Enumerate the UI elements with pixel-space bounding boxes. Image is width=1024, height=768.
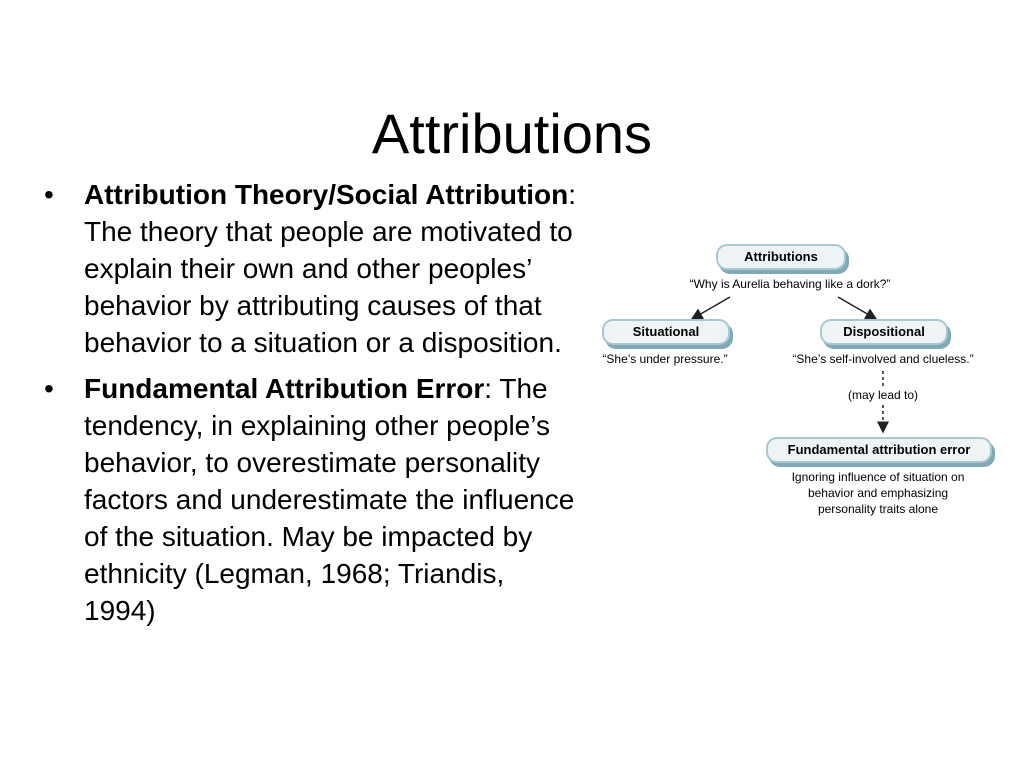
error-description-line-3: personality traits alone: [817, 502, 939, 516]
error-description-line-2: behavior and emphasizing: [807, 486, 949, 500]
dispositional-box: Dispositional: [820, 319, 948, 345]
situational-box: Situational: [602, 319, 730, 345]
may-lead-to-label: (may lead to): [847, 388, 919, 402]
attribution-diagram: [580, 225, 1010, 545]
definition-text: : The tendency, in explaining other people’s behavior, to overestimate personality factors and underestimate the influence of the situation. May be impacted by ethnicity (Legman, 1968; Triandis, 1994): [84, 373, 575, 626]
term-label: Attribution Theory/Social Attribution: [84, 179, 569, 210]
bullet-fundamental-error: [40, 370, 580, 629]
dispositional-quote: “She’s self-involved and clueless.”: [792, 352, 974, 366]
arrow-to-dispositional: [838, 297, 876, 319]
situational-quote: “She’s under pressure.”: [602, 352, 728, 366]
slide-title: Attributions: [371, 101, 653, 165]
question-text: “Why is Aurelia behaving like a dork?”: [689, 277, 891, 291]
term-label: Fundamental Attribution Error: [84, 373, 485, 404]
bullet-dot: •: [44, 373, 54, 404]
definition-text: : The theory that people are motivated to explain their own and other peoples’ behavior by attributing causes of that behavior to a situation or a disposition.: [84, 179, 577, 358]
bullet-list: [40, 176, 580, 638]
bullet-attribution-theory: [40, 176, 580, 361]
error-description-line-1: Ignoring influence of situation on: [791, 470, 965, 484]
fundamental-error-box: Fundamental attribution error: [766, 437, 992, 463]
attributions-box: Attributions: [716, 244, 846, 270]
bullet-dot: •: [44, 179, 54, 210]
arrow-to-situational: [692, 297, 730, 319]
